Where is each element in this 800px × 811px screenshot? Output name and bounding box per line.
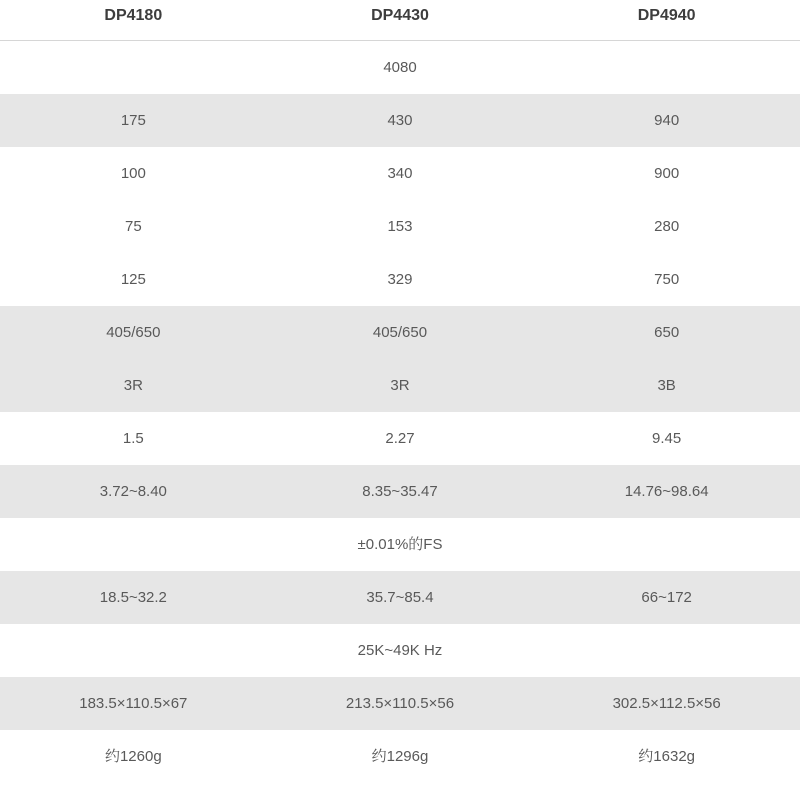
table-row (0, 200, 800, 253)
table-row (0, 518, 800, 571)
table-cell: 175 (120, 111, 146, 129)
table-cell: 430 (387, 111, 413, 129)
table-row (0, 730, 800, 783)
table-cell: 183.5×110.5×67 (79, 694, 188, 712)
table-cell: 9.45 (652, 429, 682, 447)
table-cell: 3R (390, 376, 410, 394)
table-cell: 约1632g (638, 747, 696, 765)
table-row (0, 94, 800, 147)
table-row (0, 571, 800, 624)
table-cell: 35.7~85.4 (366, 588, 434, 606)
table-cell: 900 (654, 164, 680, 182)
table-cell: 213.5×110.5×56 (345, 694, 455, 712)
table-row (0, 306, 800, 359)
table-cell: 100 (120, 164, 146, 182)
table-row (0, 465, 800, 518)
table-cell: 约1260g (104, 747, 162, 765)
table-cell: 3B (657, 376, 676, 394)
column-header-dp4180: DP4180 (0, 0, 267, 40)
table-row (0, 359, 800, 412)
table-cell: 340 (387, 164, 413, 182)
column-header-dp4430: DP4430 (267, 0, 534, 40)
table-cell: 125 (120, 270, 146, 288)
table-cell: 940 (654, 111, 680, 129)
table-cell: 8.35~35.47 (362, 482, 438, 500)
column-header-dp4940: DP4940 (533, 0, 800, 40)
table-cell: 280 (654, 217, 680, 235)
table-cell: 2.27 (385, 429, 415, 447)
table-row (0, 147, 800, 200)
table-cell: 75 (124, 217, 142, 235)
table-cell: 153 (387, 217, 413, 235)
table-cell: 66~172 (641, 588, 692, 606)
table-cell: 405/650 (106, 323, 161, 341)
table-cell: 约1296g (371, 747, 429, 765)
table-cell: 3R (123, 376, 143, 394)
table-row (0, 412, 800, 465)
table-header (0, 0, 800, 40)
table-cell-merged: 4080 (0, 40, 800, 94)
table-row (0, 253, 800, 306)
table-cell: 1.5 (122, 429, 144, 447)
table-cell: 302.5×112.5×56 (612, 694, 721, 712)
table-body (0, 40, 800, 783)
table-row (0, 624, 800, 677)
table-header-row (0, 0, 800, 40)
table-cell-merged: 25K~49K Hz (0, 624, 800, 677)
table-row (0, 40, 800, 94)
table-cell: 14.76~98.64 (624, 482, 709, 500)
table-cell: 405/650 (372, 323, 428, 341)
table-cell-merged: ±0.01%的FS (0, 518, 800, 571)
table-cell: 650 (654, 323, 680, 341)
table-row (0, 677, 800, 730)
table-cell: 329 (387, 270, 413, 288)
table-cell: 750 (654, 270, 680, 288)
table-cell: 3.72~8.40 (99, 482, 167, 500)
table-cell: 18.5~32.2 (99, 588, 167, 606)
